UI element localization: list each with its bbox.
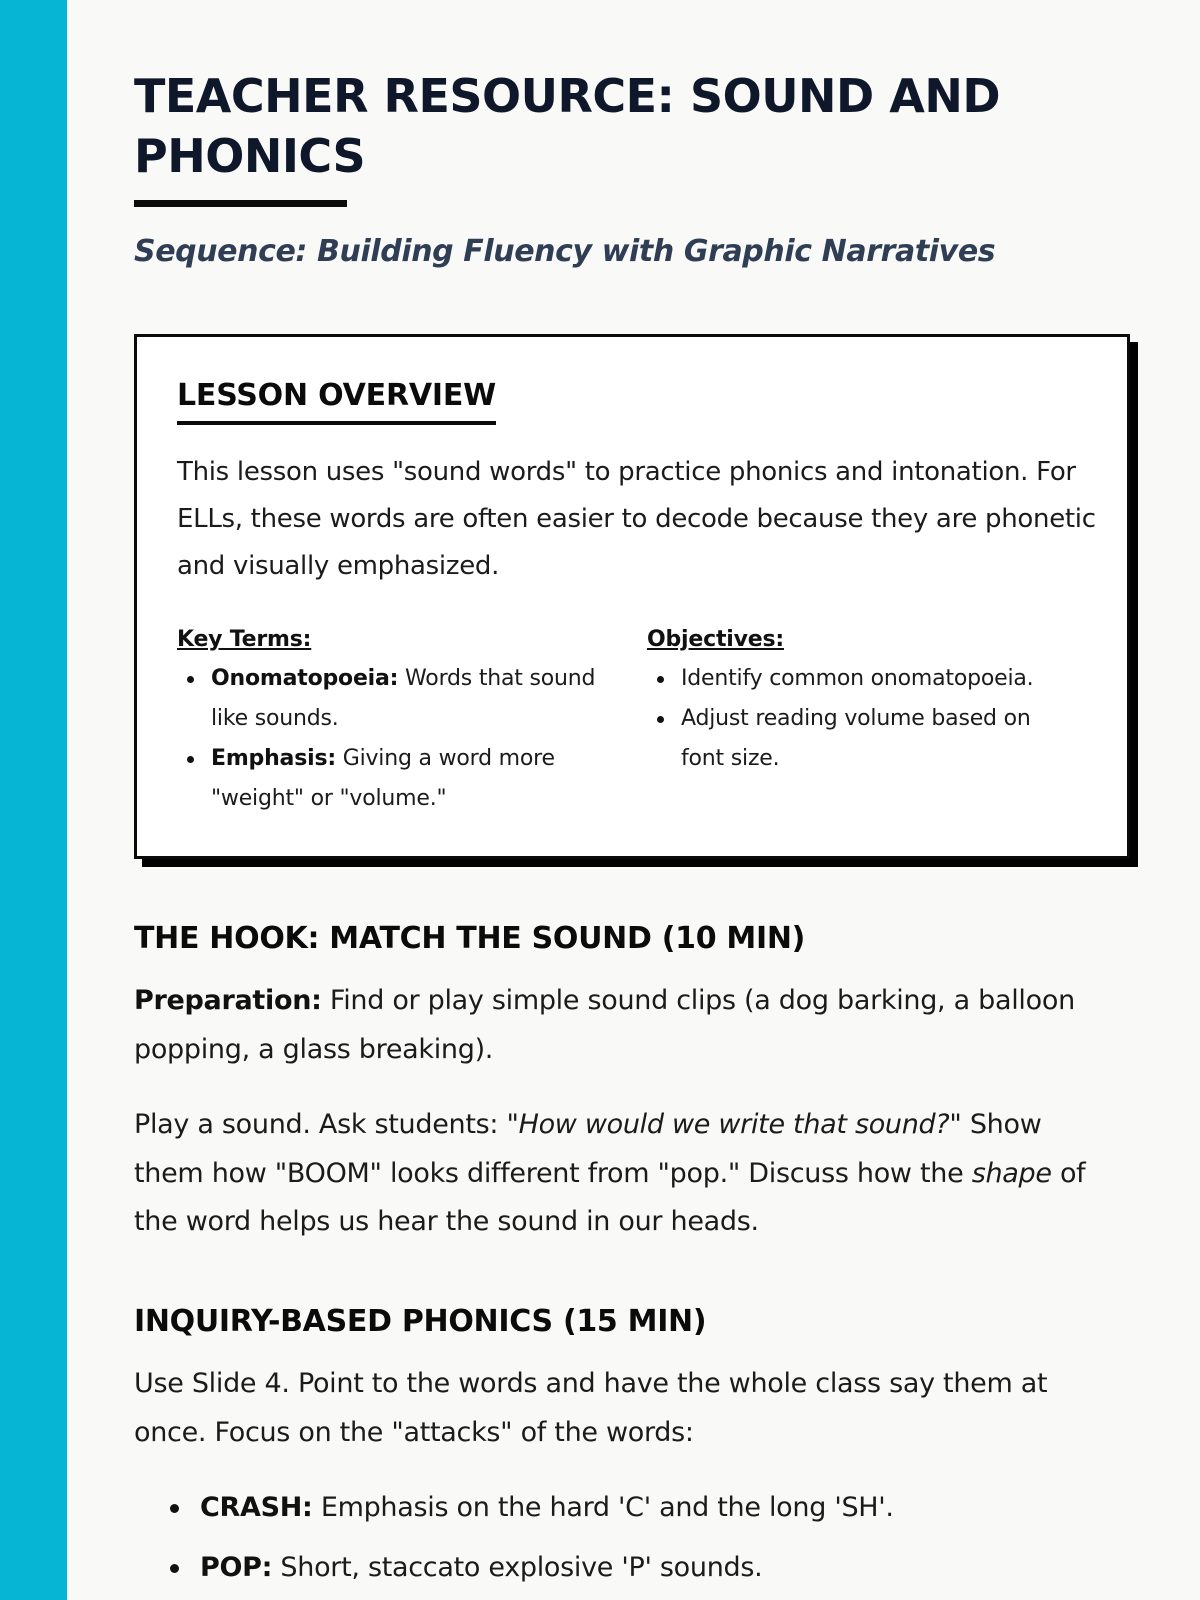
hook-preparation-paragraph: [134, 977, 1094, 1074]
phonics-word-description: Emphasis on the hard 'C' and the long 'SH'.: [312, 1492, 894, 1523]
hook-instruction-text: of the word helps us hear the sound in our heads.: [134, 1157, 1086, 1237]
preparation-text: Find or play simple sound clips (a dog barking, a balloon popping, a glass breaking).: [134, 985, 1075, 1065]
phonics-word-label: CRASH:: [200, 1492, 313, 1523]
inquiry-section-heading: INQUIRY-BASED PHONICS (15 MIN): [134, 1304, 707, 1339]
lesson-overview-card: [134, 334, 1130, 859]
hook-instruction-paragraph: [134, 1101, 1119, 1247]
key-term-definition: Giving a word more "weight" or "volume.": [211, 746, 555, 811]
hook-instruction-text: Show them how "BOOM" looks different from "pop." Discuss how the: [134, 1109, 1042, 1189]
phonics-word-label: POP:: [200, 1552, 273, 1583]
objectives-heading: Objectives:: [647, 627, 784, 652]
objectives-list: [647, 659, 1067, 779]
phonics-word-description: Short, staccato explosive 'P' sounds.: [272, 1552, 763, 1583]
phonics-word-list: [134, 1478, 1160, 1598]
phonics-word-item: [200, 1478, 1160, 1538]
objective-item: Identify common onomatopoeia.: [681, 659, 1067, 699]
phonics-word-item: [200, 1538, 1160, 1598]
hook-question-quote: "How would we write that sound?": [506, 1109, 962, 1140]
inquiry-intro-paragraph: Use Slide 4. Point to the words and have the whole class say them at once. Focus on the "attacks" of the words:: [134, 1368, 1048, 1448]
accent-sidebar-stripe: [0, 0, 67, 1600]
key-terms-list: [177, 659, 597, 819]
objectives-column: [647, 625, 1067, 779]
objective-item: Adjust reading volume based on font size.: [681, 699, 1067, 779]
overview-description: This lesson uses "sound words" to practice phonics and intonation. For ELLs, these words are often easier to decode because they are phonetic and visually emphasized.: [177, 457, 1096, 581]
key-term-label: Onomatopoeia:: [211, 666, 399, 691]
overview-heading: LESSON OVERVIEW: [177, 377, 496, 425]
key-term-item: [211, 659, 597, 739]
page-title: TEACHER RESOURCE: SOUND AND PHONICS: [134, 69, 1001, 183]
hook-instruction-text: Play a sound. Ask students:: [134, 1109, 507, 1140]
key-terms-column: [177, 625, 597, 819]
shape-emphasis: shape: [971, 1157, 1052, 1189]
page-subtitle: Sequence: Building Fluency with Graphic Narratives: [134, 234, 996, 269]
title-underline-divider: [134, 200, 347, 207]
hook-section-heading: THE HOOK: MATCH THE SOUND (10 MIN): [134, 921, 806, 956]
key-term-definition: Words that sound like sounds.: [211, 666, 596, 731]
key-term-label: Emphasis:: [211, 746, 336, 771]
key-terms-heading: Key Terms:: [177, 627, 312, 652]
preparation-label: Preparation:: [134, 985, 322, 1016]
key-term-item: [211, 739, 597, 819]
